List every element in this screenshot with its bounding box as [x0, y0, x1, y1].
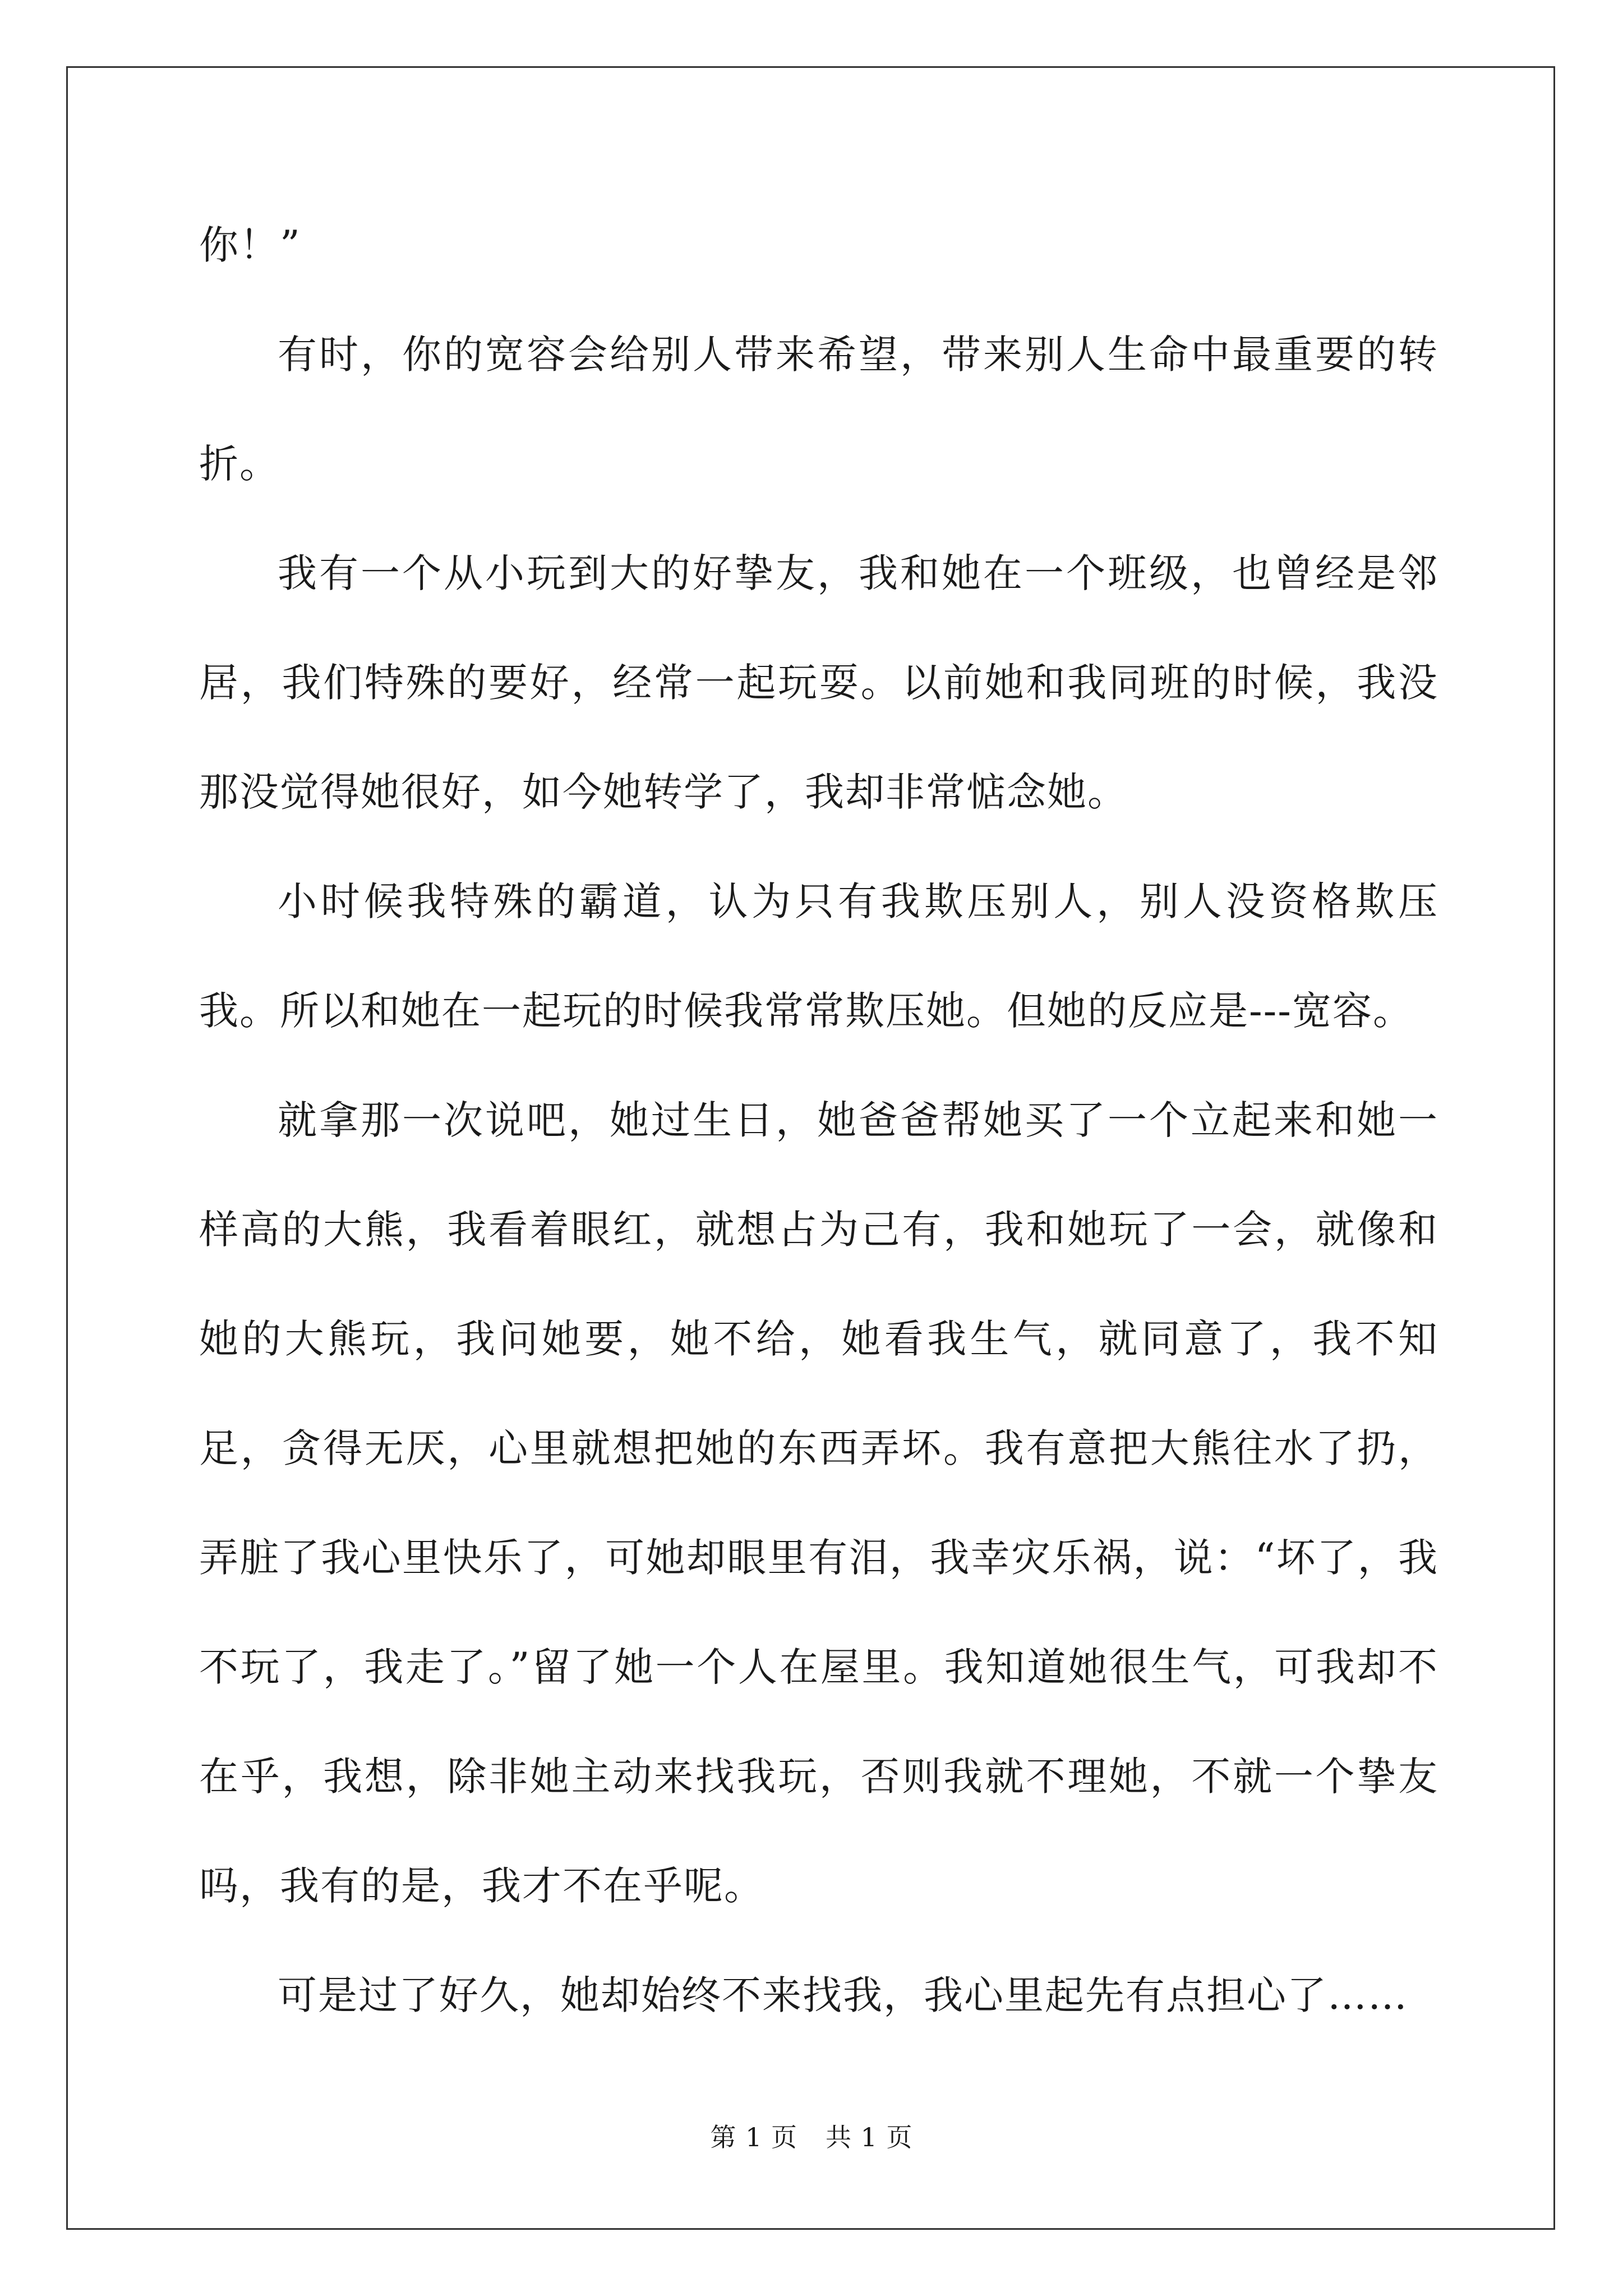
paragraph-2: 有时，你的宽容会给别人带来希望，带来别人生命中最重要的转折。	[199, 332, 1438, 487]
page-number: 第 1 页	[710, 2122, 797, 2152]
paragraph-3: 我有一个从小玩到大的好挚友，我和她在一个班级，也曾经是邻居，我们特殊的要好，经常一起玩耍。以前她和我同班的时候，我没那没觉得她很好，如今她转学了，我却非常惦念她。	[199, 550, 1438, 815]
paragraph-4: 小时候我特殊的霸道，认为只有我欺压别人，别人没资格欺压我。所以和她在一起玩的时候我常常欺压她。但她的反应是---宽容。	[199, 878, 1438, 1034]
paragraph-6: 可是过了好久，她却始终不来找我，我心里起先有点担心了……	[278, 1972, 1408, 2018]
document-body	[199, 191, 1438, 2050]
page-footer	[0, 2120, 1623, 2154]
page-total: 共 1 页	[826, 2122, 913, 2152]
paragraph-5: 就拿那一次说吧，她过生日，她爸爸帮她买了一个立起来和她一样高的大熊，我看着眼红，就想占为己有，我和她玩了一会，就像和她的大熊玩，我问她要，她不给，她看我生气，就同意了，我不知足，贪得无厌，心里就想把她的东西弄坏。我有意把大熊往水了扔，弄脏了我心里快乐了，可她却眼里有泪，我幸灾乐祸，说：“坏了，我不玩了，我走了。”留了她一个人在屋里。我知道她很生气，可我却不在乎，我想，除非她主动来找我玩，否则我就不理她，不就一个挚友吗，我有的是，我才不在乎呢。	[199, 1097, 1438, 1909]
paragraph-1: 你！”	[199, 222, 301, 268]
